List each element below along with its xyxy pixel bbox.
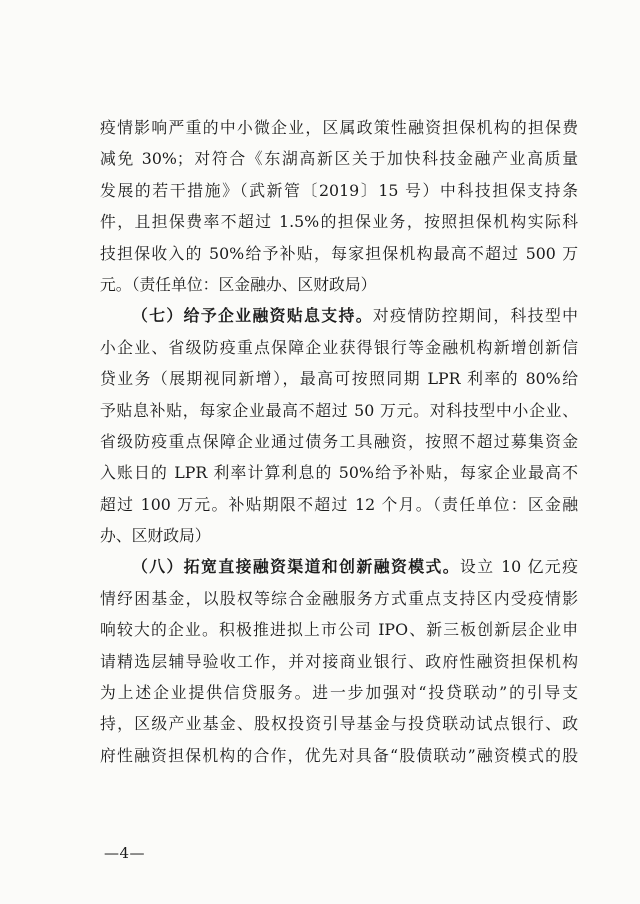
section-7-first-line (100, 300, 578, 331)
text-line-8: 小企业、省级防疫重点保障企业获得银行等金融机构新增创新信 (100, 337, 578, 357)
text-line-1: 疫情影响严重的中小微企业，区属政策性融资担保机构的担保费 (100, 118, 578, 137)
text-line-3: 发展的若干措施》（武新管〔2019〕15 号）中科技担保支持条 (100, 180, 578, 200)
section-7-heading: （七）给予企业融资贴息支持。 (132, 306, 373, 326)
section-7-first-line-text: 对疫情防控期间，科技型中 (372, 306, 578, 326)
text-line-14: 办、区财政局） (100, 526, 211, 546)
text-line-17: 响较大的企业。积极推进拟上市公司 IPO、新三板创新层企业申 (100, 620, 578, 640)
text-line-5: 技担保收入的 50%给予补贴，每家担保机构最高不超过 500 万 (100, 243, 578, 263)
text-line-16: 情纾困基金，以股权等综合金融服务方式重点支持区内受疫情影 (100, 588, 578, 608)
text-line-2: 减免 30%；对符合《东湖高新区关于加快科技金融产业高质量 (100, 149, 578, 169)
text-line-20: 持，区级产业基金、股权投资引导基金与投贷联动试点银行、政 (100, 714, 578, 734)
section-8-first-line (100, 551, 578, 582)
text-line-12: 入账日的 LPR 利率计算利息的 50%给予补贴，每家企业最高不 (100, 463, 578, 483)
text-line-19: 为上述企业提供信贷服务。进一步加强对“投贷联动”的引导支 (100, 683, 578, 703)
text-line-13: 超过 100 万元。补贴期限不超过 12 个月。（责任单位：区金融 (100, 494, 578, 514)
page-number: —4— (104, 844, 146, 862)
text-line-4: 件，且担保费率不超过 1.5%的担保业务，按照担保机构实际科 (100, 212, 578, 232)
section-8-heading: （八）拓宽直接融资渠道和创新融资模式。 (132, 557, 461, 577)
body-text (100, 112, 578, 771)
text-line-10: 予贴息补贴，每家企业最高不超过 50 万元。对科技型中小企业、 (100, 400, 578, 420)
text-line-9: 贷业务（展期视同新增），最高可按照同期 LPR 利率的 80%给 (100, 369, 578, 389)
section-8-first-line-text: 设立 10 亿元疫 (460, 557, 578, 577)
text-line-21: 府性融资担保机构的合作，优先对具备“股债联动”融资模式的股 (100, 745, 578, 765)
text-line-6: 元。（责任单位：区金融办、区财政局） (100, 274, 377, 294)
text-line-11: 省级防疫重点保障企业通过债务工具融资，按照不超过募集资金 (100, 431, 578, 451)
text-line-18: 请精选层辅导验收工作，并对接商业银行、政府性融资担保机构 (100, 651, 578, 671)
